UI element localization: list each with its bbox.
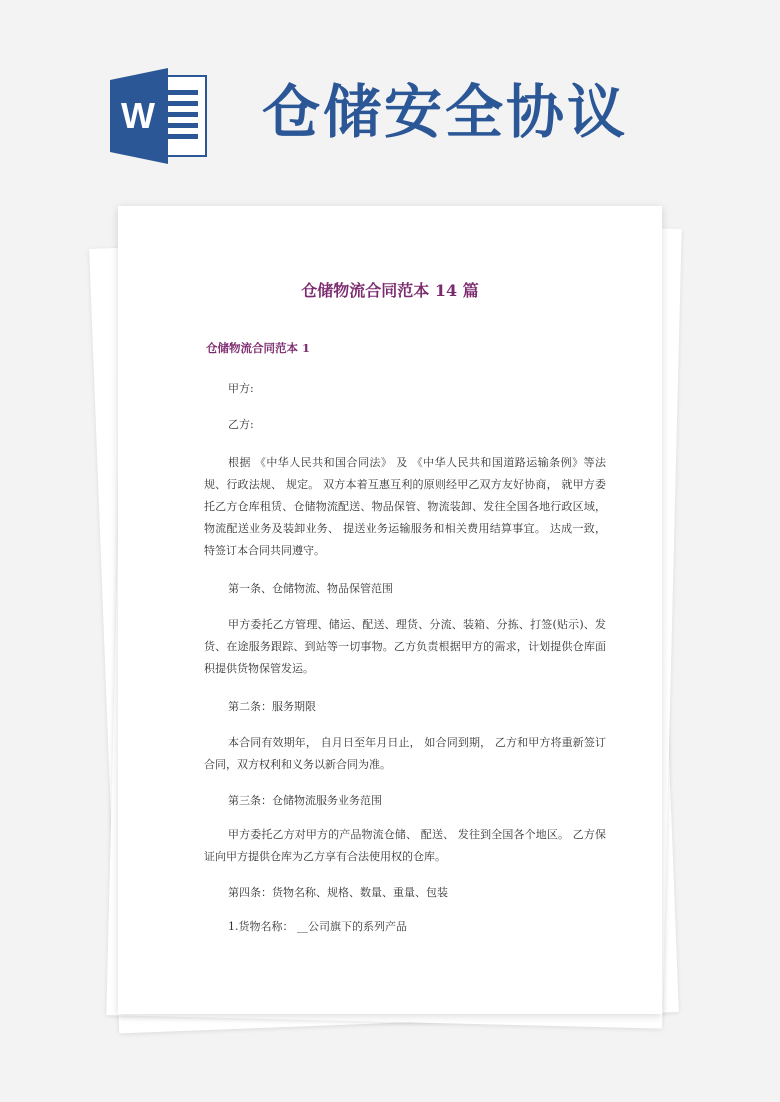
section-heading: 仓储物流合同范本 1	[206, 341, 311, 355]
page-header	[0, 0, 780, 200]
party-a-line: 甲方:	[228, 382, 254, 395]
goods-name-line: 1.货物名称： __公司旗下的系列产品	[228, 920, 407, 933]
preamble-paragraph: 根据 《中华人民共和国合同法》 及 《中华人民共和国道路运输条例》等法规、行政法规、 规定。 双方本着互惠互利的原则经甲乙双方友好协商， 就甲方委托乙方仓库租赁、仓储物流配送、物品保管、物流装卸、发往全国各地行政区域，物流配送业务及装卸业务、 提送业务运输服务和相关费用结算事宜。 达成一致， 特签订本合同共同遵守。	[204, 456, 606, 557]
article-2-body: 本合同有效期年， 自月日至年月日止， 如合同到期， 乙方和甲方将重新签订合同，双方权利和义务以新合同为准。	[204, 736, 606, 771]
article-1-body: 甲方委托乙方管理、储运、配送、理货、分流、装箱、分拣、打签(贴示)、发货、在途服务跟踪、到站等一切事物。乙方负责根据甲方的需求，计划提供仓库面积提供货物保管发运。	[204, 618, 606, 675]
document-page	[118, 206, 662, 1014]
page-title: 仓储安全协议	[262, 78, 629, 146]
word-icon-letter: W	[121, 95, 155, 136]
article-3-body: 甲方委托乙方对甲方的产品物流仓储、 配送、 发往到全国各个地区。 乙方保证向甲方提供仓库为乙方享有合法使用权的仓库。	[204, 828, 606, 863]
word-document-icon	[110, 68, 210, 164]
article-3-heading: 第三条：仓储物流服务业务范围	[228, 794, 382, 807]
document-title: 仓储物流合同范本 14 篇	[301, 281, 479, 300]
article-2-heading: 第二条：服务期限	[228, 700, 316, 713]
article-4-heading: 第四条：货物名称、规格、数量、重量、包装	[228, 886, 448, 899]
party-b-line: 乙方:	[228, 418, 254, 431]
article-1-heading: 第一条、仓储物流、物品保管范围	[228, 582, 393, 595]
